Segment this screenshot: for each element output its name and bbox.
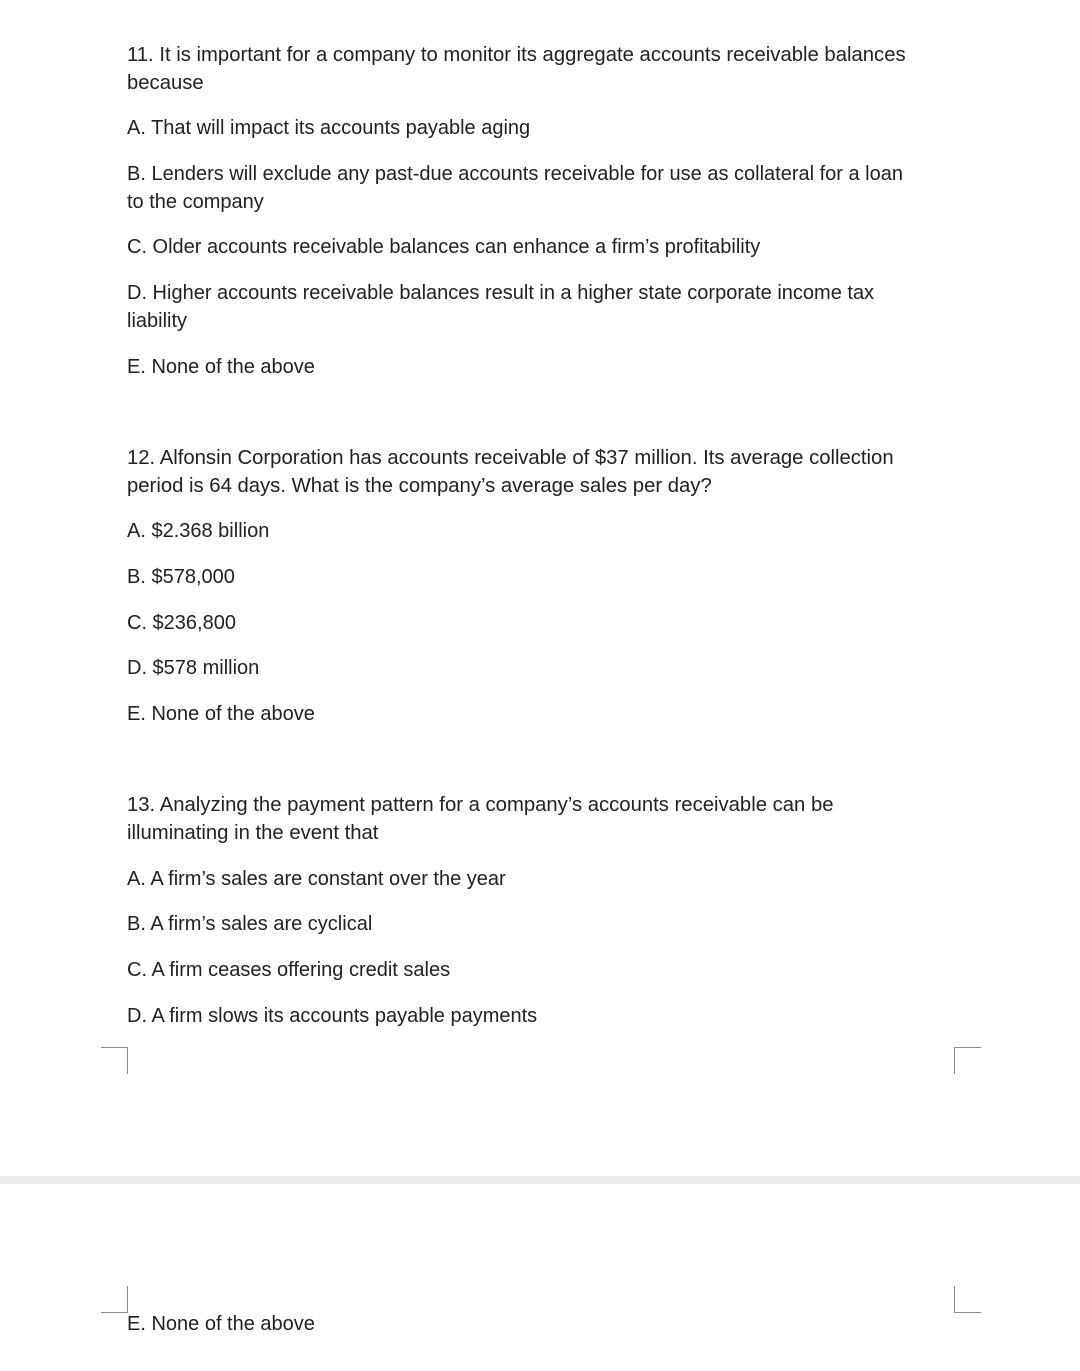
question-11-option-c: C. Older accounts receivable balances can enhance a firm’s profitability [127,236,761,258]
margin-corner-mark [954,1047,981,1074]
question-11-stem-line-2: because [127,72,204,94]
question-12-option-a: A. $2.368 billion [127,520,270,542]
page-break [0,1176,1080,1184]
margin-corner-mark [101,1286,128,1313]
question-13-option-e: E. None of the above [127,1313,315,1335]
question-11-option-d-line-1: D. Higher accounts receivable balances result in a higher state corporate income tax [127,282,875,304]
margin-corner-mark [954,1286,981,1313]
question-11-option-e: E. None of the above [127,356,315,378]
question-11-option-a: A. That will impact its accounts payable aging [127,117,531,139]
question-11-option-b-line-2: to the company [127,191,264,213]
question-13-option-d: D. A firm slows its accounts payable payments [127,1005,538,1027]
question-12-stem-line-1: 12. Alfonsin Corporation has accounts receivable of $37 million. Its average collection [127,447,894,469]
margin-corner-mark [101,1047,128,1074]
question-13-stem-line-2: illuminating in the event that [127,822,379,844]
question-12-option-b: B. $578,000 [127,566,235,588]
document-page-2 [0,1184,1080,1371]
question-13-option-a: A. A firm’s sales are constant over the year [127,868,506,890]
question-13-stem-line-1: 13. Analyzing the payment pattern for a company’s accounts receivable can be [127,794,834,816]
question-13-option-c: C. A firm ceases offering credit sales [127,959,451,981]
question-12-option-e: E. None of the above [127,703,315,725]
question-12-option-d: D. $578 million [127,657,260,679]
question-11-option-b-line-1: B. Lenders will exclude any past-due accounts receivable for use as collateral for a loan [127,163,903,185]
question-11-stem-line-1: 11. It is important for a company to monitor its aggregate accounts receivable balances [127,44,906,66]
question-13-option-b: B. A firm’s sales are cyclical [127,913,373,935]
question-12-stem-line-2: period is 64 days. What is the company’s average sales per day? [127,475,712,497]
question-11-option-d-line-2: liability [127,310,188,332]
question-12-option-c: C. $236,800 [127,612,236,634]
